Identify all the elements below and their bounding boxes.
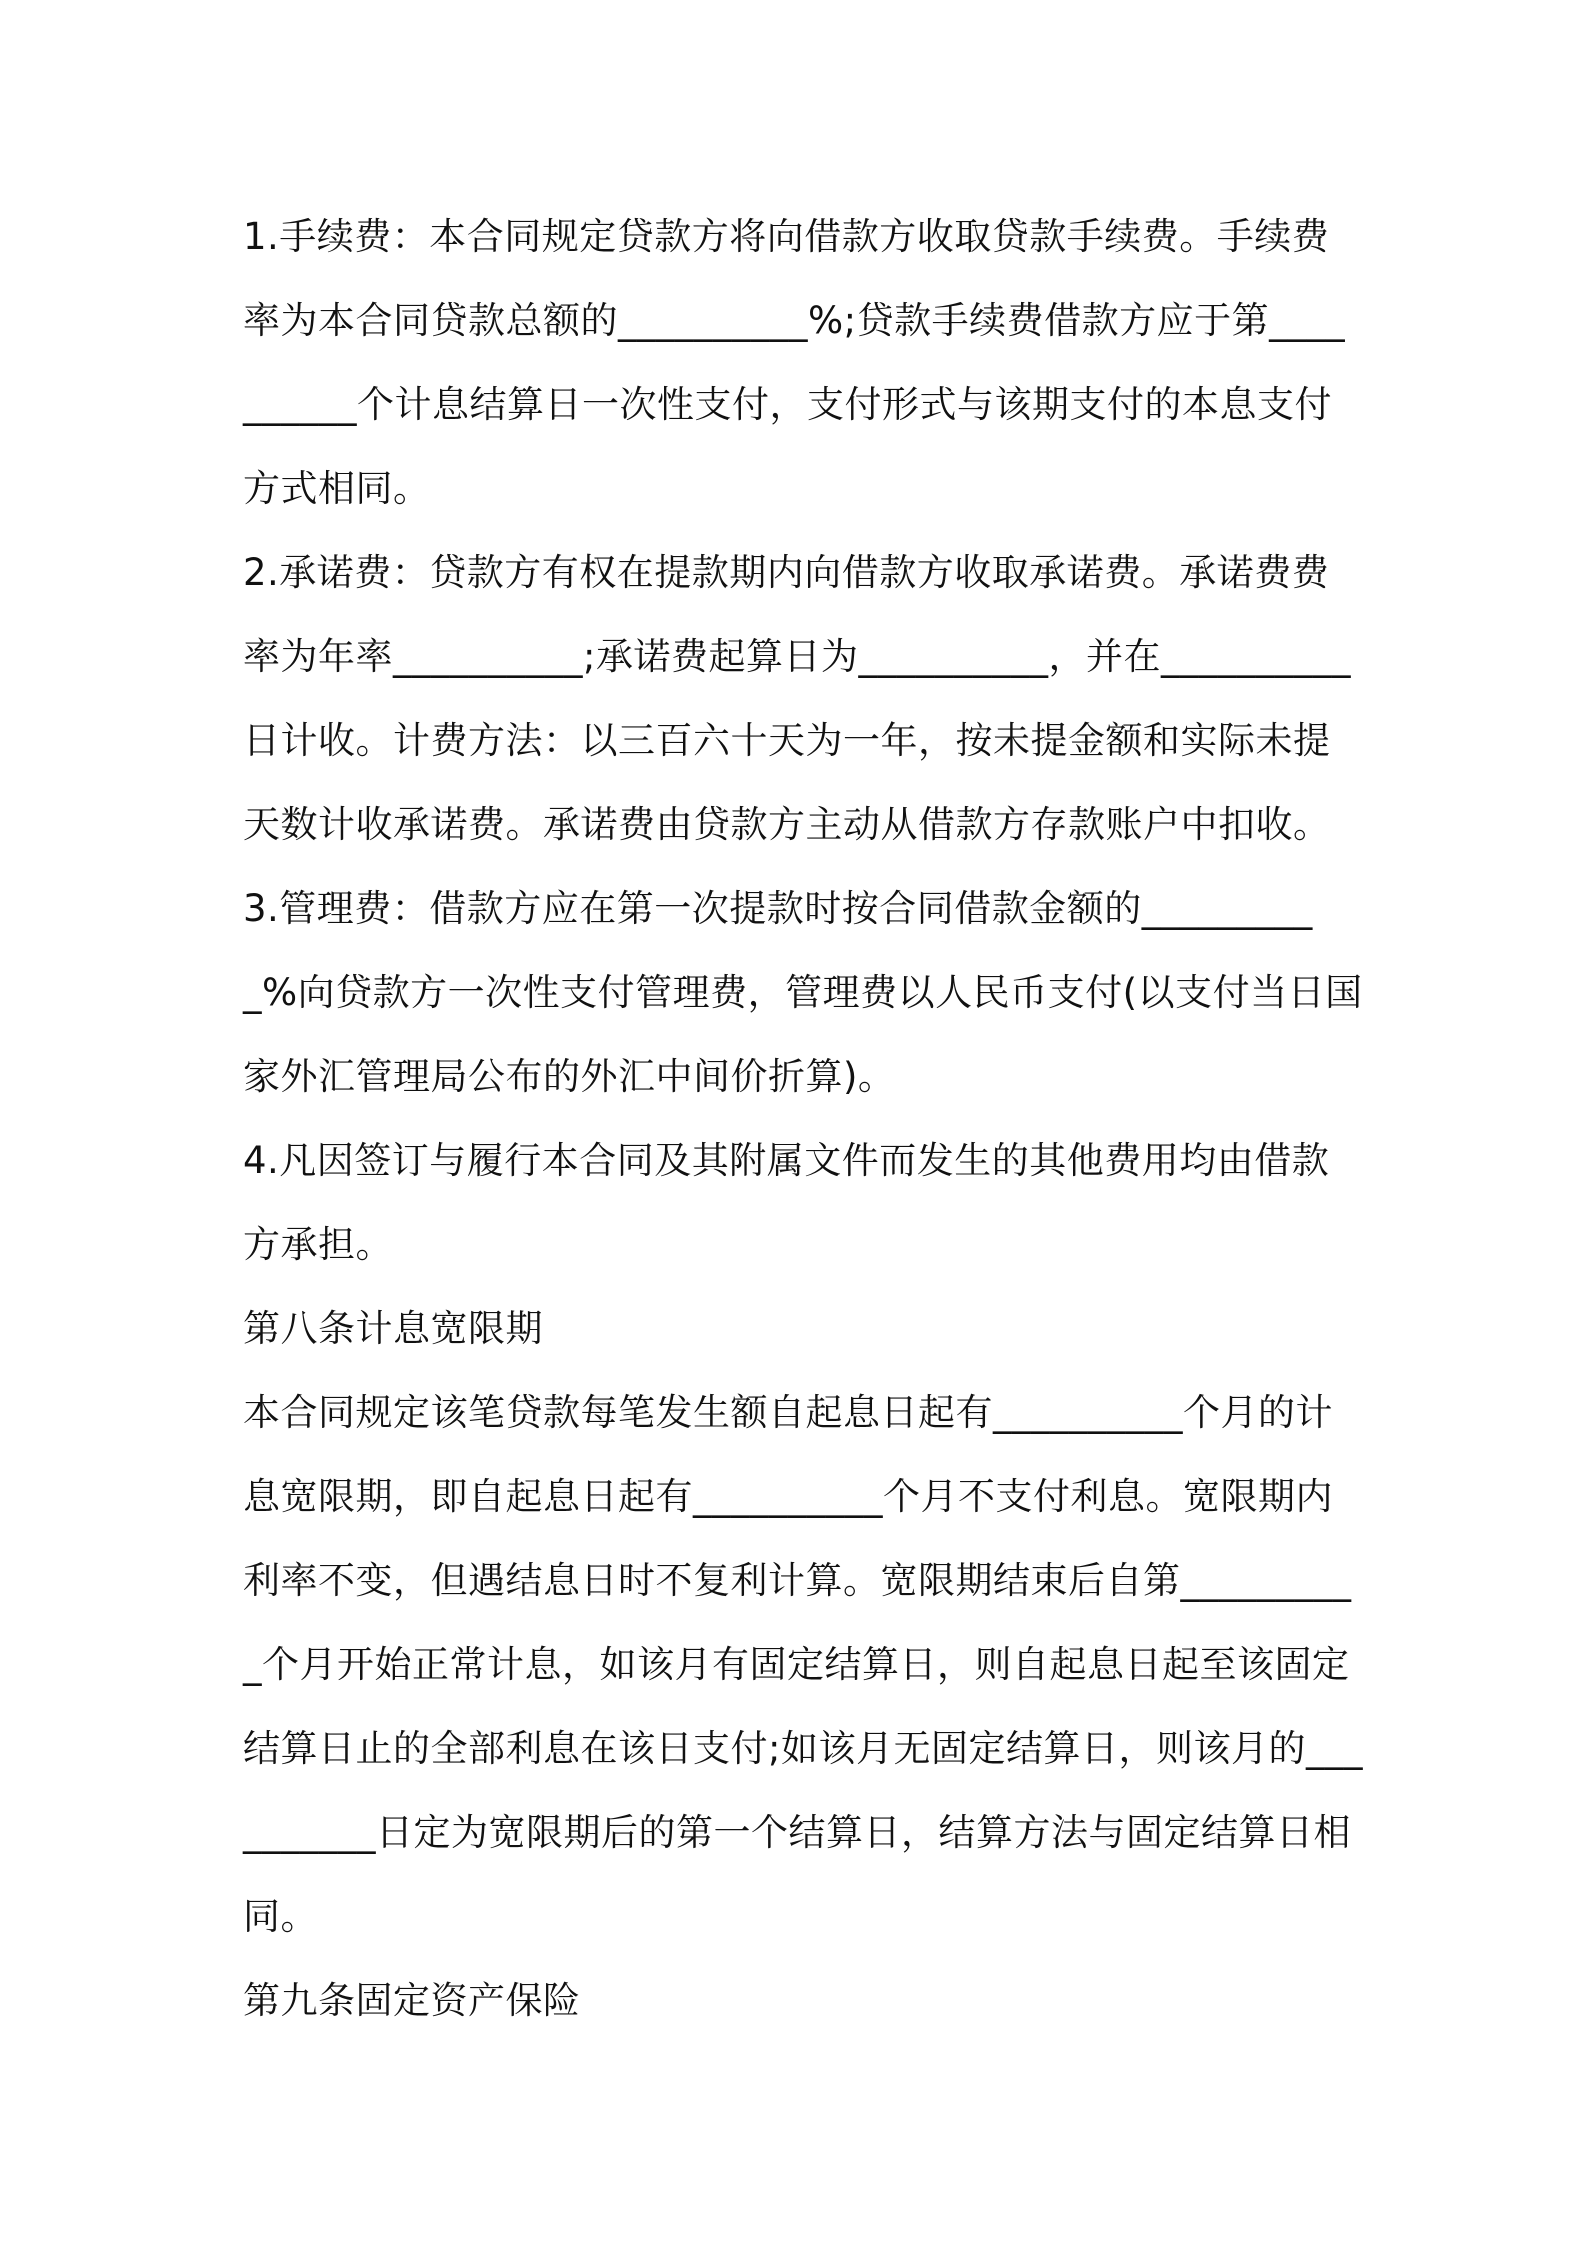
document-body bbox=[243, 195, 1363, 2043]
clause-commitment-fee: 2.承诺费：贷款方有权在提款期内向借款方收取承诺费。承诺费费率为年率__________;承诺费起算日为__________，并在__________日计收。计费方法：以三百六十天为一年，按未提金额和实际未提天数计收承诺费。承诺费由贷款方主动从借款方存款账户中扣收。 bbox=[243, 551, 1351, 846]
clause-handling-fee: 1.手续费：本合同规定贷款方将向借款方收取贷款手续费。手续费率为本合同贷款总额的__________%;贷款手续费借款方应于第__________个计息结算日一次性支付，支付形式与该期支付的本息支付方式相同。 bbox=[243, 215, 1346, 510]
article-9-heading: 第九条固定资产保险 bbox=[243, 1979, 581, 2022]
clause-other-fees: 4.凡因签订与履行本合同及其附属文件而发生的其他费用均由借款方承担。 bbox=[243, 1139, 1330, 1266]
article-8-heading: 第八条计息宽限期 bbox=[243, 1307, 543, 1350]
clause-management-fee: 3.管理费：借款方应在第一次提款时按合同借款金额的__________%向贷款方一次性支付管理费，管理费以人民币支付(以支付当日国家外汇管理局公布的外汇中间价折算)。 bbox=[243, 887, 1363, 1098]
article-8-body: 本合同规定该笔贷款每笔发生额自起息日起有__________个月的计息宽限期，即自起息日起有__________个月不支付利息。宽限期内利率不变，但遇结息日时不复利计算。宽限期结束后自第__________个月开始正常计息，如该月有固定结算日，则自起息日起至该固定结算日止的全部利息在该日支付;如该月无固定结算日，则该月的__________日定为宽限期后的第一个结算日，结算方法与固定结算日相同。 bbox=[243, 1391, 1363, 1938]
